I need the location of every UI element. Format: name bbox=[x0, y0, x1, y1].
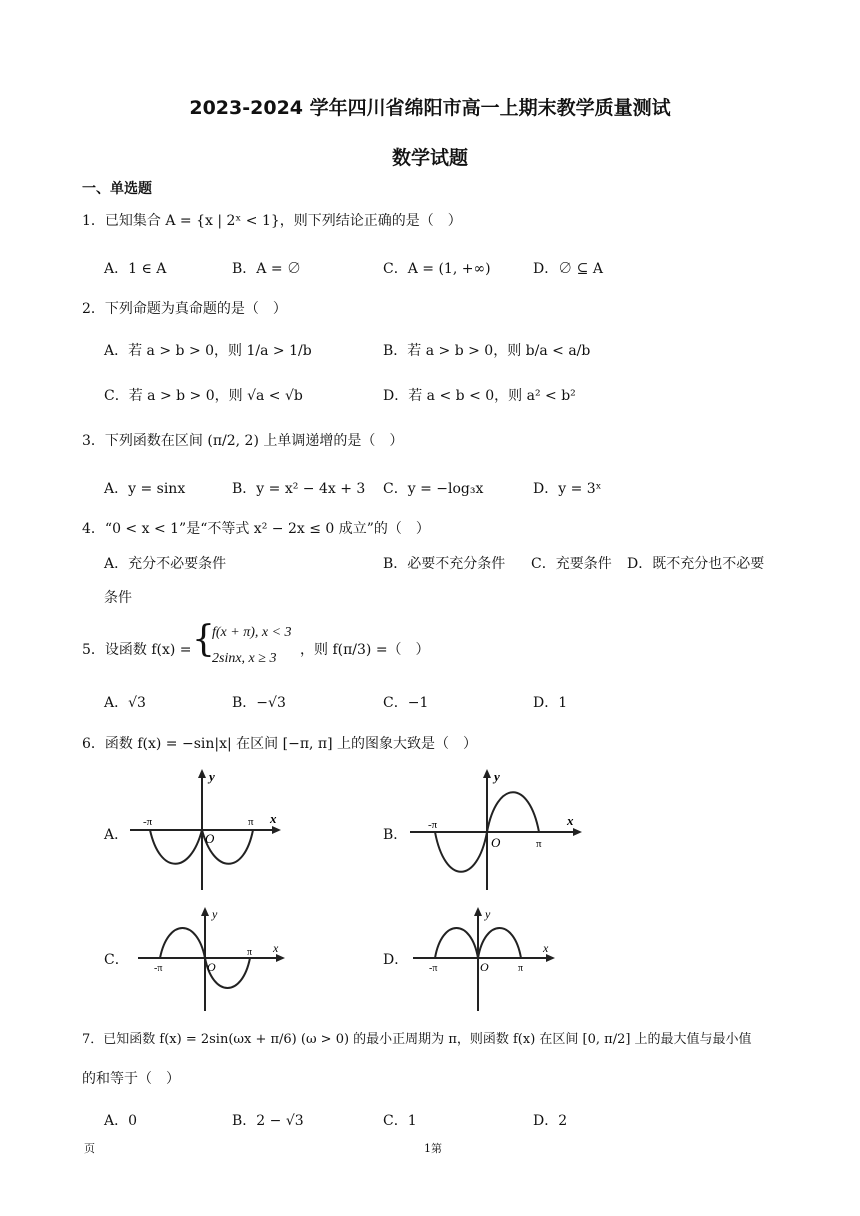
graph-c-origin: O bbox=[207, 960, 216, 974]
question-4-option-d: D．既不充分也不必要 bbox=[627, 556, 765, 572]
question-1-option-b: B．A = ∅ bbox=[232, 261, 302, 277]
question-5-case-1: f(x + π), x < 3 bbox=[212, 625, 292, 640]
question-5-case-2: 2sinx, x ≥ 3 bbox=[212, 651, 277, 666]
footer-left: 页 bbox=[84, 1142, 95, 1155]
graph-option-d bbox=[410, 903, 560, 1015]
question-2-option-c: C．若 a > b > 0，则 √a < √b bbox=[104, 388, 303, 404]
section-heading: 一、单选题 bbox=[82, 181, 152, 197]
graph-d-x-label: x bbox=[543, 941, 549, 955]
question-2-stem: 2．下列命题为真命题的是（ ） bbox=[82, 301, 287, 317]
question-7-option-a: A．0 bbox=[104, 1113, 138, 1129]
question-5-option-b: B．−√3 bbox=[232, 695, 286, 711]
question-2-option-d: D．若 a < b < 0，则 a² < b² bbox=[383, 388, 576, 404]
graph-b-y-label: y bbox=[494, 769, 500, 784]
question-5-option-c: C．−1 bbox=[383, 695, 429, 711]
graph-b-origin: O bbox=[491, 835, 501, 850]
question-6-option-b: B． bbox=[383, 827, 408, 843]
graph-a-y-label: y bbox=[209, 769, 215, 784]
question-6-option-a: A． bbox=[104, 827, 129, 843]
graph-a-x-label: x bbox=[270, 811, 277, 826]
question-7-option-d: D．2 bbox=[533, 1113, 568, 1129]
question-5-stem-post: ，则 f(π/3) =（ ） bbox=[300, 642, 430, 658]
question-1-stem: 1．已知集合 A = {x | 2ˣ < 1}，则下列结论正确的是（ ） bbox=[82, 213, 462, 229]
graph-d-pi: π bbox=[518, 963, 524, 974]
question-5-option-d: D．1 bbox=[533, 695, 568, 711]
page-subtitle: 数学试题 bbox=[391, 147, 468, 169]
question-3-stem: 3．下列函数在区间 (π/2, 2) 上单调递增的是（ ） bbox=[82, 433, 404, 449]
question-6-option-c: C． bbox=[104, 952, 129, 968]
graph-c-y-label: y bbox=[212, 907, 218, 921]
graph-a-neg-pi: -π bbox=[143, 816, 153, 828]
question-4-option-c: C．充要条件 bbox=[531, 556, 612, 572]
graph-d-origin: O bbox=[480, 960, 489, 974]
question-1-option-a: A．1 ∈ A bbox=[104, 261, 167, 277]
question-6-stem: 6．函数 f(x) = −sin|x| 在区间 [−π, π] 上的图象大致是（ ） bbox=[82, 736, 478, 752]
question-1-option-d: D．∅ ⊆ A bbox=[533, 261, 603, 277]
graph-a-pi: π bbox=[248, 816, 254, 828]
question-2-option-a: A．若 a > b > 0，则 1/a > 1/b bbox=[104, 343, 312, 359]
question-7-stem: 7．已知函数 f(x) = 2sin(ωx + π/6) (ω > 0) 的最小正周期为 π，则函数 f(x) 在区间 [0, π/2] 上的最大值与最小值 bbox=[82, 1032, 752, 1047]
graph-c-neg-pi: -π bbox=[154, 963, 163, 974]
question-7-stem-continued: 的和等于（ ） bbox=[82, 1071, 180, 1087]
question-3-option-a: A．y = sinx bbox=[104, 481, 186, 497]
graph-c-x-label: x bbox=[273, 941, 279, 955]
question-4-option-b: B．必要不充分条件 bbox=[383, 556, 506, 572]
graph-b-neg-pi: -π bbox=[428, 819, 438, 831]
question-5-option-a: A．√3 bbox=[104, 695, 146, 711]
graph-a-origin: O bbox=[205, 831, 215, 846]
question-2-option-b: B．若 a > b > 0，则 b/a < a/b bbox=[383, 343, 591, 359]
question-4-option-d-continued: 条件 bbox=[104, 590, 132, 606]
question-3-option-c: C．y = −log₃x bbox=[383, 481, 484, 497]
question-3-option-d: D．y = 3ˣ bbox=[533, 481, 602, 497]
graph-b-pi: π bbox=[536, 838, 542, 850]
graph-d-neg-pi: -π bbox=[429, 963, 438, 974]
question-7-option-c: C．1 bbox=[383, 1113, 417, 1129]
question-4-option-a: A．充分不必要条件 bbox=[104, 556, 227, 572]
graph-b-x-label: x bbox=[567, 813, 574, 828]
graph-d-y-label: y bbox=[485, 907, 491, 921]
question-3-option-b: B．y = x² − 4x + 3 bbox=[232, 481, 366, 497]
footer-page-number: 1第 bbox=[424, 1142, 442, 1155]
page-title: 2023-2024 学年四川省绵阳市高一上期末教学质量测试 bbox=[189, 97, 671, 119]
question-6-option-d: D． bbox=[383, 952, 409, 968]
piecewise-brace: { bbox=[192, 619, 215, 660]
graph-c-pi: π bbox=[247, 947, 253, 958]
question-4-stem: 4．“0 < x < 1”是“不等式 x² − 2x ≤ 0 成立”的（ ） bbox=[82, 521, 430, 537]
graph-option-b bbox=[405, 765, 585, 895]
graph-option-a bbox=[125, 765, 285, 895]
question-7-option-b: B．2 − √3 bbox=[232, 1113, 304, 1129]
question-1-option-c: C．A = (1, +∞) bbox=[383, 261, 491, 277]
question-5-stem-pre: 5．设函数 f(x) = bbox=[82, 642, 192, 658]
graph-option-c bbox=[135, 903, 290, 1015]
